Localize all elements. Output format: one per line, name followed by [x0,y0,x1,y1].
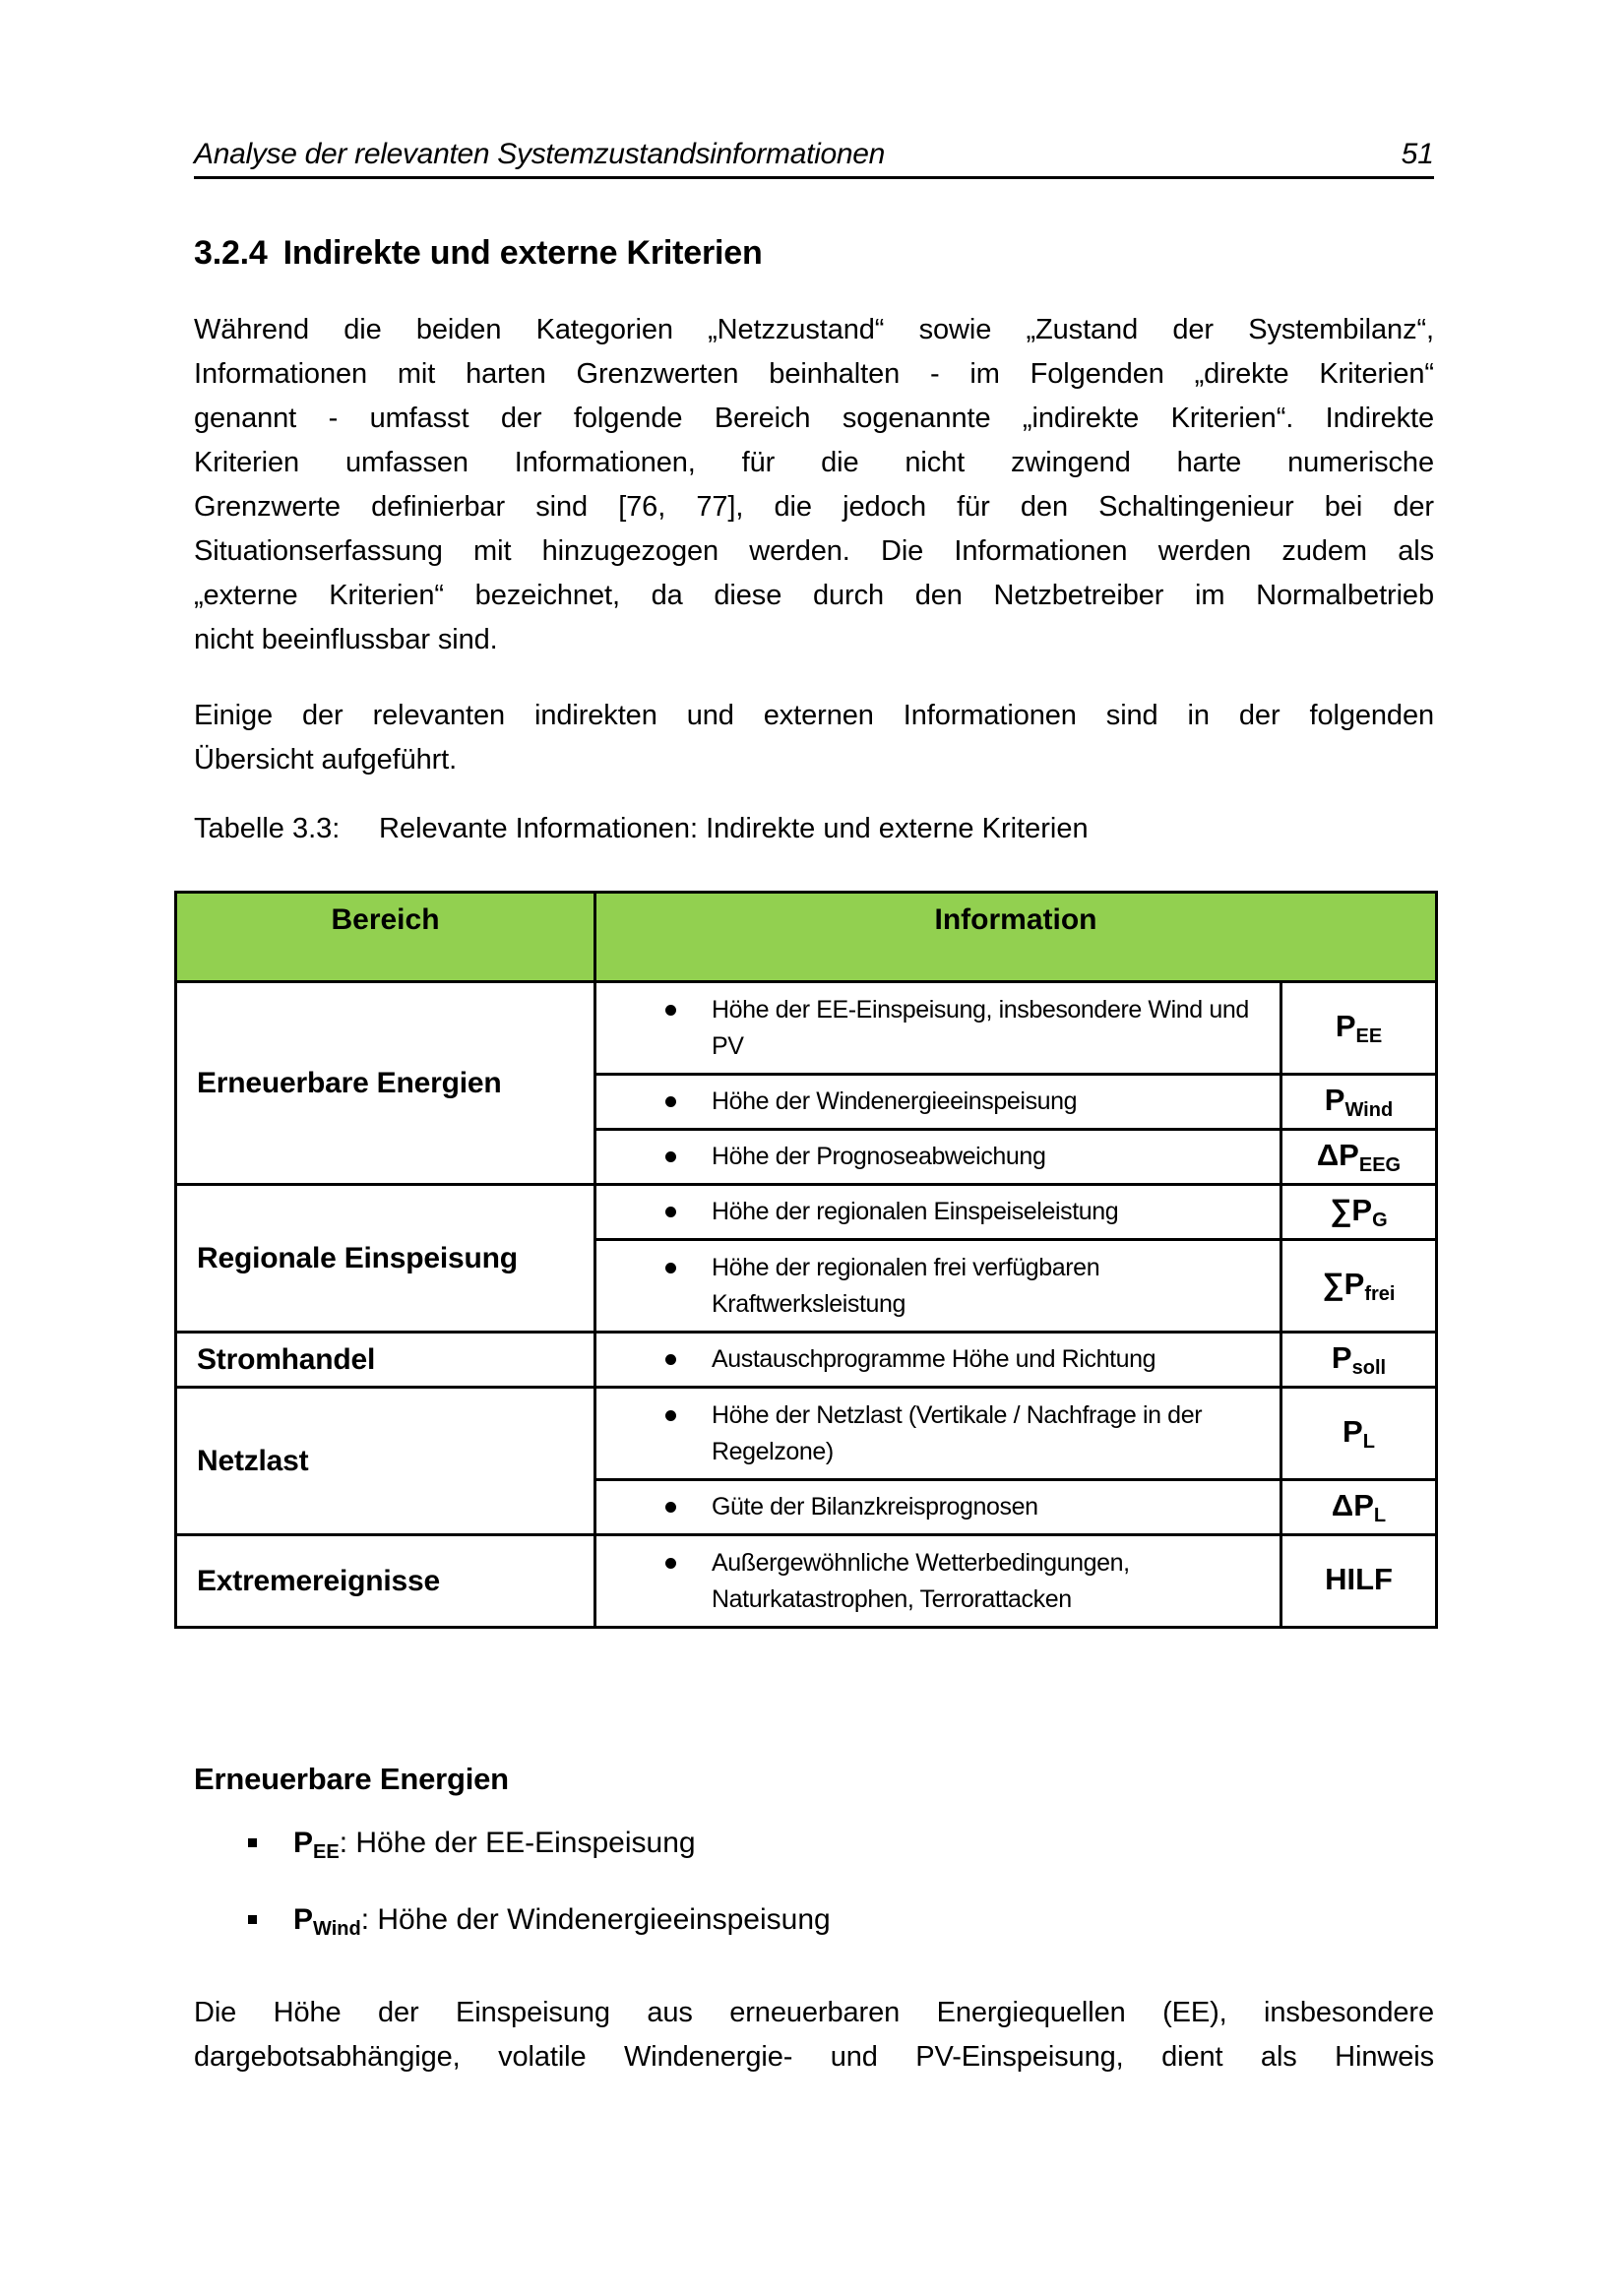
symbol-sub: G [1372,1209,1388,1231]
info-cell [595,1240,1281,1333]
info-text: Höhe der Prognoseabweichung [712,1143,1046,1170]
bottom-paragraph [194,1991,1434,2079]
table-row [176,1333,1437,1388]
symbol-sub: soll [1351,1356,1387,1379]
symbol-main: P [1343,1266,1365,1301]
info-cell [595,1480,1281,1535]
symbol-sub: EE [313,1841,340,1863]
paragraph-line: Die Höhe der Einspeisung aus erneuerbaren Energiequellen (EE), insbesondere [194,1997,1434,2028]
symbol-prefix: Δ [1331,1487,1354,1522]
info-text: Höhe der Windenergieeinspeisung [712,1087,1078,1115]
info-cell [595,1075,1281,1130]
table-header-row [176,893,1437,982]
paragraph-line: Während die beiden Kategorien „Netzzustand“ sowie „Zustand der Systembilanz“, [194,314,1434,345]
bullet-icon [665,1558,676,1569]
table-caption-label: Tabelle 3.3: [194,813,341,844]
section-number: 3.2.4 [194,234,268,272]
group-label-netzlast: Netzlast [176,1388,595,1535]
paragraph-line: Grenzwerte definierbar sind [76, 77], die jedoch für den Schaltingenieur bei der [194,491,1434,523]
paragraph-line: Situationserfassung mit hinzugezogen werden. Die Informationen werden zudem als [194,535,1434,567]
info-text: Höhe der regionalen Einspeiseleistung [712,1198,1119,1225]
table-row [176,1185,1437,1240]
symbol-prefix: Δ [1316,1137,1340,1172]
symbol-main: P [1339,1137,1359,1172]
symbol-sub: EE [1355,1024,1383,1047]
paragraph-line: „externe Kriterien“ bezeichnet, da diese durch den Netzbetreiber im Normalbetrieb [194,580,1434,611]
group-label-erneuerbare-energien: Erneuerbare Energien [176,982,595,1185]
symbol-sub: EEG [1358,1153,1402,1176]
symbol-main: P [293,1827,314,1859]
subsection-heading: Erneuerbare Energien [194,1762,509,1796]
bullet-icon [665,1207,676,1217]
symbol-cell [1281,1075,1437,1130]
symbol-prefix: ∑ [1330,1192,1352,1227]
symbol-main: P [1331,1339,1352,1375]
definition-text: : Höhe der Windenergieeinspeisung [360,1903,831,1936]
symbol-main: P [1335,1008,1356,1043]
symbol-cell [1281,982,1437,1075]
symbol-cell [1281,1130,1437,1185]
bullet-icon [665,1096,676,1107]
symbol-cell [1281,1333,1437,1388]
info-text: Höhe der EE-Einspeisung, insbesondere Wind und PV [712,995,1249,1060]
bullet-icon [665,1151,676,1162]
definition-symbol [293,1903,361,1940]
definition-list [246,1821,831,1974]
symbol-cell [1281,1185,1437,1240]
bullet-icon [665,1502,676,1513]
group-label-stromhandel: Stromhandel [176,1333,595,1388]
symbol-main: HILF [1325,1561,1393,1596]
info-cell [595,1535,1281,1628]
symbol-main: P [1343,1413,1363,1449]
table-row [176,1535,1437,1628]
bullet-icon [665,1005,676,1016]
info-text: Güte der Bilanzkreisprognosen [712,1493,1038,1520]
header-bereich: Bereich [176,893,595,982]
overview-paragraph [194,694,1434,782]
definition-item [246,1821,831,1897]
paragraph-line: nicht beeinflussbar sind. [194,624,498,655]
paragraph-line: Einige der relevanten indirekten und externen Informationen sind in der folgenden [194,700,1434,731]
info-text: Höhe der regionalen frei verfügbaren Kraftwerksleistung [712,1253,1100,1318]
criteria-table [174,891,1438,1629]
symbol-sub: L [1362,1430,1375,1453]
symbol-sub: Wind [1344,1098,1394,1121]
info-text: Austauschprogramme Höhe und Richtung [712,1345,1156,1373]
running-header-title: Analyse der relevanten Systemzustandsinformationen [194,138,886,170]
table-caption-text: Relevante Informationen: Indirekte und externe Kriterien [379,813,1089,844]
group-label-extremereignisse: Extremereignisse [176,1535,595,1628]
info-cell [595,1388,1281,1480]
paragraph-line: Kriterien umfassen Informationen, für die nicht zwingend harte numerische [194,447,1434,478]
info-cell [595,982,1281,1075]
paragraph-line: Übersicht aufgeführt. [194,744,458,776]
symbol-cell [1281,1240,1437,1333]
symbol-main: P [1324,1082,1345,1117]
header-information: Information [595,893,1437,982]
info-cell [595,1333,1281,1388]
symbol-prefix: ∑ [1322,1266,1344,1301]
info-cell [595,1185,1281,1240]
symbol-main: P [1351,1192,1373,1227]
info-text: Höhe der Netzlast (Vertikale / Nachfrage in der Regelzone) [712,1400,1203,1465]
symbol-sub: L [1373,1504,1387,1526]
group-label-regionale-einspeisung: Regionale Einspeisung [176,1185,595,1333]
intro-paragraph [194,308,1434,662]
definition-symbol [293,1827,340,1863]
table-caption [194,809,1089,848]
bullet-icon [665,1354,676,1365]
page-number: 51 [1401,138,1434,170]
symbol-main: P [293,1903,314,1936]
symbol-sub: Wind [313,1918,361,1940]
paragraph-line: genannt - umfasst der folgende Bereich sogenannte „indirekte Kriterien“. Indirekte [194,403,1434,434]
symbol-cell [1281,1388,1437,1480]
symbol-main: P [1353,1487,1374,1522]
square-bullet-icon [248,1915,257,1924]
bullet-icon [665,1410,676,1421]
definition-item [246,1897,831,1974]
paragraph-line: dargebotsabhängige, volatile Windenergie- und PV-Einspeisung, dient als Hinweis [194,2041,1434,2073]
section-title: Indirekte und externe Kriterien [282,234,763,272]
table-row [176,1388,1437,1480]
info-cell [595,1130,1281,1185]
symbol-cell [1281,1535,1437,1628]
symbol-cell [1281,1480,1437,1535]
bullet-icon [665,1263,676,1273]
square-bullet-icon [248,1838,257,1847]
paragraph-line: Informationen mit harten Grenzwerten beinhalten - im Folgenden „direkte Kriterien“ [194,358,1434,390]
definition-text: : Höhe der EE-Einspeisung [339,1827,696,1859]
symbol-sub: frei [1364,1282,1396,1305]
table-row [176,982,1437,1075]
info-text: Außergewöhnliche Wetterbedingungen, Naturkatastrophen, Terrorattacken [712,1548,1130,1613]
running-header [194,136,1434,179]
section-heading [194,234,763,273]
